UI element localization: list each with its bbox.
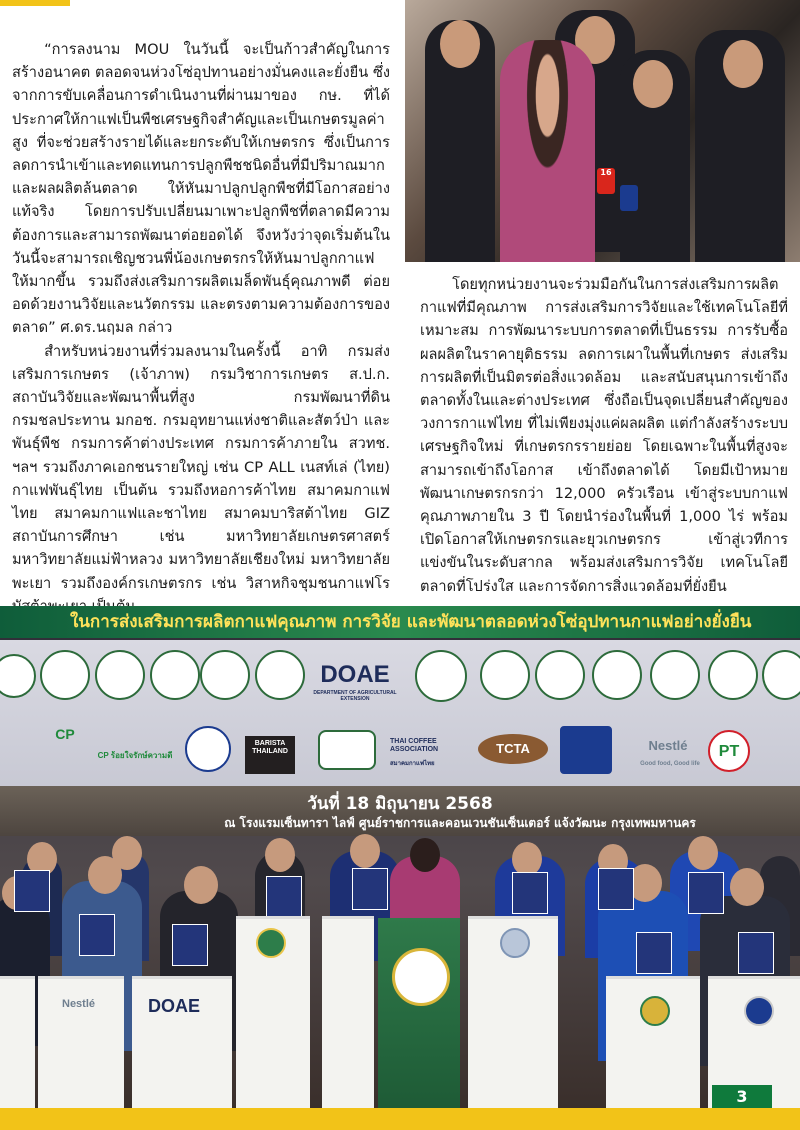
thai-coffee-association-logo: THAI COFFEE ASSOCIATION <box>390 738 439 753</box>
page-number: 3 <box>712 1085 772 1108</box>
doae-podium-label: DOAE <box>148 996 201 1016</box>
event-venue: ณ โรงแรมเซ็นทารา ไลฟ์ ศูนย์ราชการและคอนเวนชันเซ็นเตอร์ แจ้งวัฒนะ กรุงเทพมหานคร <box>224 816 696 830</box>
attendee-head <box>350 834 380 868</box>
mou-folder <box>352 868 388 910</box>
mou-folder <box>79 914 115 956</box>
microphone-icon <box>620 185 638 211</box>
partner-logo-icon <box>650 650 700 700</box>
partner-logo-icon <box>415 650 467 702</box>
partner-logo-icon <box>535 650 585 700</box>
right-column <box>420 273 788 598</box>
mou-folder <box>512 872 548 914</box>
attendee-head <box>265 838 295 872</box>
doae-logo-caption: DEPARTMENT OF AGRICULTURAL EXTENSION <box>313 690 397 702</box>
attendee-head <box>688 836 718 870</box>
thai-coffee-association-caption: สมาคมกาแฟไทย <box>390 761 435 767</box>
partner-logo-icon <box>95 650 145 700</box>
mou-folder <box>14 870 50 912</box>
pt-logo: PT <box>708 730 750 772</box>
podium-seal-icon <box>744 996 774 1026</box>
speaker-figure <box>500 40 595 262</box>
partner-logo-icon <box>255 650 305 700</box>
lectern-seal-icon <box>392 948 450 1006</box>
partner-logo-icon <box>480 650 530 700</box>
partner-logo-icon <box>708 650 758 700</box>
attendee-head <box>512 842 542 876</box>
partner-logo-icon <box>200 650 250 700</box>
podium-seal-icon <box>640 996 670 1026</box>
signatories-paragraph: สำหรับหน่วยงานที่ร่วมลงนามในครั้งนี้ อาทิ กรมส่งเสริมการเกษตร (เจ้าภาพ) กรมวิชาการเกษตร ส.ป.ก. สถาบันวิจัยและพัฒนาพื้นที่สูง กรมพัฒนาที่ดิน กรมชลประทาน มกอช. กรมอุทยานแห่งชาติและสัตว์ป่า และพันธุ์พืช กรมการค้าต่างประเทศ กรมการค้าภายใน สวทช. ฯลฯ รวมถึงภาคเอกชนรายใหญ่ เช่น CP ALL เนสท์เล่ (ไทย) กาแฟพันธุ์ไทย เป็นต้น รวมถึงหอการค้าไทย สมาคมกาแฟไทย สมาคมกาแฟและชาไทย สมาคมบาริสต้าไทย GIZ สถาบันการศึกษา เช่น มหาวิทยาลัยเกษตรศาสตร์ มหาวิทยาลัยแม่ฟ้าหลวง มหาวิทยาลัยเชียงใหม่ มหาวิทยาลัยพะเยา รวมถึงองค์กรเกษตรกร เช่น วิสาหกิจชุมชนกาแฟโร <box>12 342 390 592</box>
nestle-logo: Nestlé <box>648 738 688 753</box>
attendee-head <box>88 856 122 894</box>
partner-logo-icon <box>185 726 231 772</box>
event-banner: ในการส่งเสริมการผลิตกาแฟคุณภาพ การวิจัย และพัฒนาตลอดห่วงโซ่อุปทานกาแฟอย่างยั่งยืน <box>0 606 800 638</box>
attendee-head <box>184 866 218 904</box>
attendee-head <box>410 838 440 872</box>
partner-logo-icon <box>0 654 36 698</box>
press-interview-photo <box>405 0 800 262</box>
partner-logo-icon <box>40 650 90 700</box>
signing-ceremony-photo <box>0 606 800 1108</box>
photo-face <box>440 20 480 68</box>
doae-logo: DOAE <box>320 661 390 688</box>
partner-logo-icon <box>560 726 612 774</box>
event-date: วันที่ 18 มิถุนายน 2568 <box>307 794 493 814</box>
attendee-head <box>730 868 764 906</box>
photo-face <box>633 60 673 108</box>
left-column <box>12 38 390 618</box>
top-accent-bar <box>0 0 70 6</box>
nestle-podium-label: Nestlé <box>62 998 96 1010</box>
podium <box>0 976 35 1108</box>
mou-folder <box>636 932 672 974</box>
bottom-accent-bar <box>0 1108 800 1130</box>
partner-logo-icon <box>592 650 642 700</box>
cooperation-paragraph: โดยทุกหน่วยงานจะร่วมมือกันในการส่งเสริมการผลิตกาแฟที่มีคุณภาพ การส่งเสริมการวิจัยและใช้เทคโนโลยีที่เหมาะสม การพัฒนาระบบการตลาดที่เป็นธรรม การรับซื้อผลผลิตในราคายุติธรรม ลดการเผาในพื้นที่เกษตร ส่งเสริมการผลิตที่เป็นมิตรต่อสิ่งแวดล้อม และสนับสนุนการเข้าถึงตลาดทั้งในและต่างประเทศ ซึ่งถือเป็นจุดเปลี่ยนสำคัญของวงการกาแฟไทย ที่ไม่เพียงมุ่งแค่ผลผลิต แต่กำลังสร้างระบบเศรษฐกิจใหม่ ที่เกษตรกรรายย่อย โดยเฉพาะในพื้นที่สูงจะสามารถเข้าถึงโอกาส เข้าถึงตลาดได้ โดยมีเป้าหมายพัฒนาเกษตรกรกว่า 12,000 ครัวเรือน เข้าสู่ระบบกาแฟคุณภาพภายใน 3 ปี โดยนำร่องในพื้นที่ 1,000 ไร่ พร้อมเปิดโอกาสให้เกษตรกรและยุวเกษตรกร เข้าสู่เวทีการแข่งขันในระดับสากล พร้อมส่งเสริมการวิจัย เทคโนโลยี ตลาดที่โปร่งใส และการจัดการสิ่งแวดล้อมที่ยั่งยืน <box>420 276 788 595</box>
cp-care-logo: CP ร้อยใจรักษ์ความดี <box>97 751 173 760</box>
partner-logo-icon <box>318 730 376 770</box>
partner-logo-wall <box>0 640 800 786</box>
mou-folder <box>688 872 724 914</box>
mou-folder <box>598 868 634 910</box>
mou-folder <box>738 932 774 974</box>
center-lectern <box>378 918 460 1108</box>
photo-face <box>723 40 763 88</box>
podium-seal-icon <box>500 928 530 958</box>
quote-paragraph: “การลงนาม MOU ในวันนี้ จะเป็นก้าวสำคัญในการสร้างอนาคต ตลอดจนห่วงโซ่อุปทานอย่างมั่นคงและยั่งยืน ซึ่งจากการขับเคลื่อนการดำเนินงานที่ผ่านมาของ กษ. ที่ได้ประกาศให้กาแฟเป็นพืชเศรษฐกิจสำคัญและเป็นเกษตรมูลค่าสูง ที่จะช่วยสร้างรายได้และยกระดับให้เกษตรกร ซึ่งเป็นการลดการนำเข้าและทดแทนการปลูกพืชชนิดอื่นที่มีปริมาณมากและผลผลิตล้นตลาด ให้หันมาปลูกปลูกพืชที่มีโอกาสอย่างแท้จริง โดยการปรับเปลี่ยนมาเพาะปลูกพืชที่ตลาดมีความต้องการและสามารถพัฒนาต่อยอดได้ จึงหวังว่าจุดเริ่มต้นในวันนี้จะสามารถเชิญชวนพี่น้องเกษตรกรให้หันมาปลูกกาแฟให้มากขึ้น รวมถึงส่งเสริมการผลิตเมล็ดพันธุ์คุณภาพดี ต่อยอดด้วยงานวิจัยและนวัตกรรม และตรงตามความต้องการของตลาด” ศ.ดร.นฤมล กล่าว <box>12 41 390 337</box>
mou-folder <box>172 924 208 966</box>
podium <box>38 976 124 1108</box>
mou-folder <box>266 876 302 918</box>
podium <box>322 916 374 1108</box>
podium-seal-icon <box>256 928 286 958</box>
nestle-slogan: Good food, Good life <box>640 761 700 767</box>
partner-logo-icon <box>762 650 800 700</box>
tcta-logo: TCTA <box>478 734 548 764</box>
partner-logo-icon <box>150 650 200 700</box>
barista-logo: BARISTA THAILAND <box>245 736 295 774</box>
cp-logo: CP <box>55 726 75 742</box>
microphone-icon: 16 <box>597 168 615 194</box>
